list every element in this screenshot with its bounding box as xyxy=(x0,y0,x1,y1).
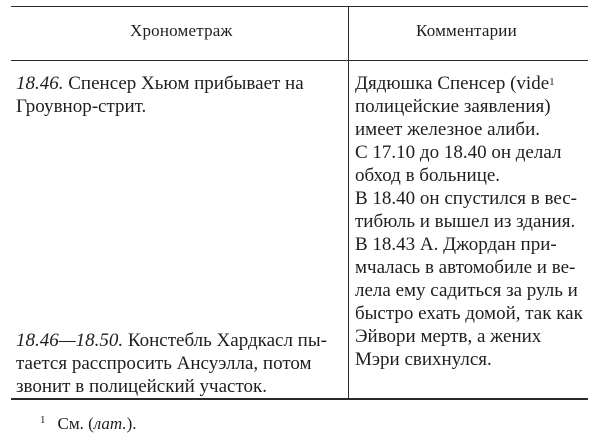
table-bottom-rule xyxy=(11,398,588,400)
comment-line: тибюль и вышел из здания. xyxy=(355,211,576,232)
header-timeline: Хронометраж xyxy=(130,21,233,40)
header-comments: Комментарии xyxy=(416,21,517,40)
footnote-reference: 1 xyxy=(549,76,555,88)
comment-line: мчалась в автомобиле и ве- xyxy=(355,257,576,278)
comment-line: обход в больнице. xyxy=(355,165,501,186)
comment-line: Дядюшка Спенсер (vide xyxy=(355,73,550,94)
comment-line: В 18.43 А. Джордан при- xyxy=(355,234,557,255)
footnote-lat: лат. xyxy=(93,414,127,433)
table-top-rule xyxy=(11,6,588,7)
comment-line: В 18.40 он спустился в вес- xyxy=(355,188,577,209)
entry-time: 18.46—18.50. xyxy=(16,330,124,351)
comment-cell xyxy=(355,72,587,371)
timeline-entry-1846-1850 xyxy=(16,329,342,398)
footnote-end: ). xyxy=(126,414,137,433)
entry-text-line: Гроувнор-стрит. xyxy=(16,96,147,117)
entry-text-line: звонит в полицейский участок. xyxy=(16,376,267,397)
footnote-mark: 1 xyxy=(40,414,46,426)
comment-line: лела ему садиться за руль и xyxy=(355,280,578,301)
footnote xyxy=(40,414,137,434)
timeline-entry-1846 xyxy=(16,72,342,118)
comment-line: С 17.10 до 18.40 он делал xyxy=(355,142,562,163)
comment-line: быстро ехать домой, так как xyxy=(355,303,583,324)
entry-time: 18.46. xyxy=(16,73,64,94)
comment-line: полицейские заявления) xyxy=(355,96,551,117)
entry-text-line: Спенсер Хьюм прибывает на xyxy=(63,73,304,94)
comment-line: Эйвори мертв, а жених xyxy=(355,326,542,347)
table-column-divider xyxy=(348,6,349,399)
footnote-text: См. ( xyxy=(57,414,94,433)
comment-line: Мэри свихнулся. xyxy=(355,349,492,370)
entry-text-line: Констебль Хардкасл пы- xyxy=(123,330,327,351)
entry-text-line: тается расспросить Ансуэлла, потом xyxy=(16,353,312,374)
comment-line: имеет железное алиби. xyxy=(355,119,540,140)
table-header-rule xyxy=(11,60,588,61)
